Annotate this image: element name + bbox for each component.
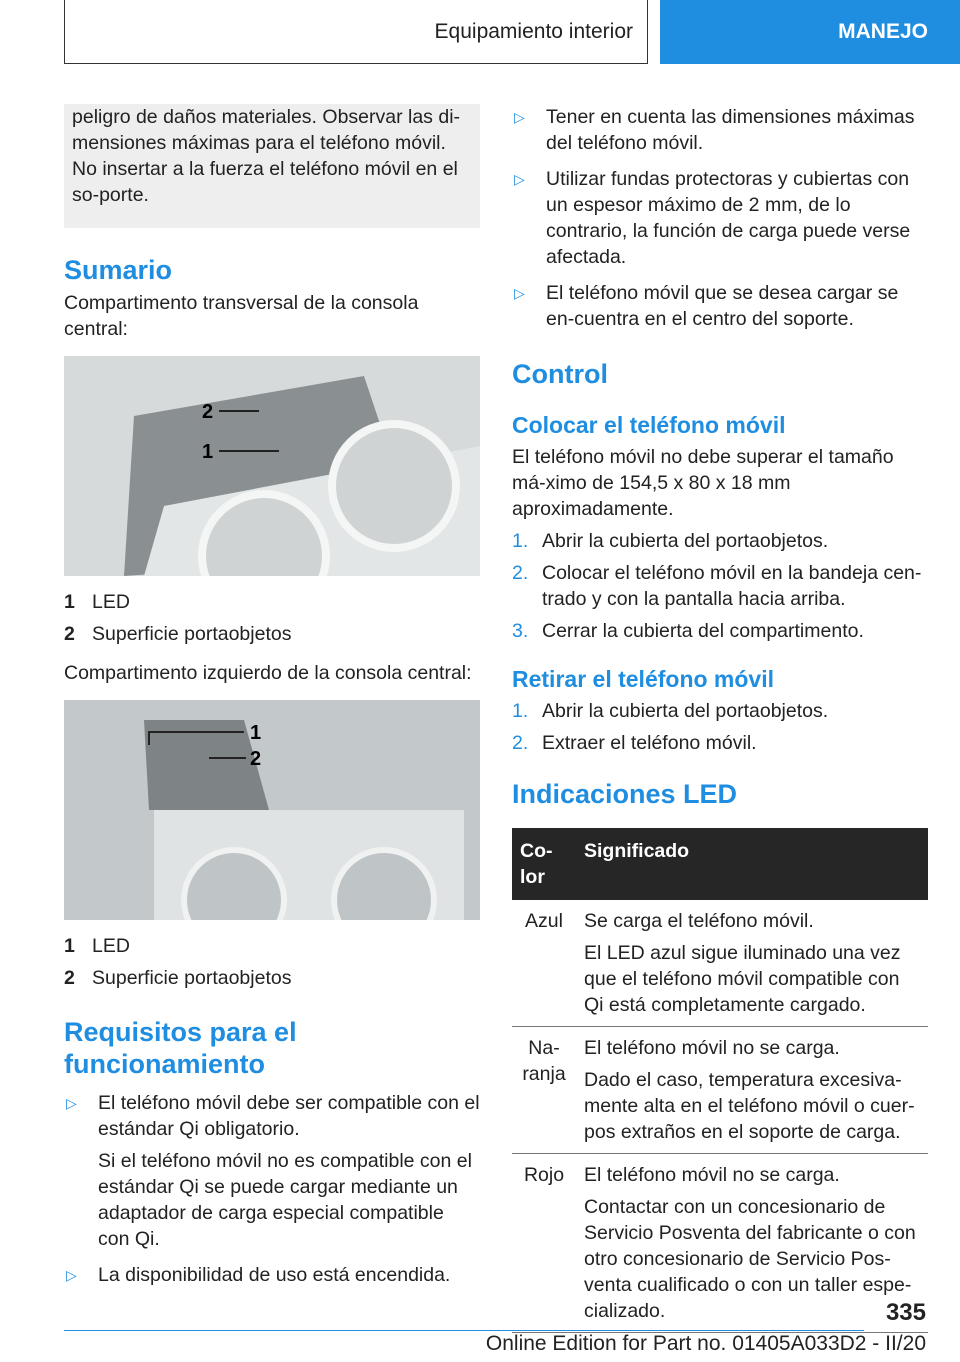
bullet-subtext: Si el teléfono móvil no es compatible con el estándar Qi se puede cargar mediante un adaptador de carga especial compatible con Qi.: [98, 1150, 472, 1250]
legend-item: [64, 586, 480, 618]
led-heading: Indicaciones LED: [512, 779, 738, 809]
step-text: Colocar el teléfono móvil en la bandeja cen-trado y con la pantalla hacia arriba.: [542, 562, 922, 610]
svg-text:1: 1: [202, 441, 214, 463]
led-meaning: [576, 900, 928, 1027]
bullet-text: El teléfono móvil debe ser compatible con el estándar Qi obligatorio.: [98, 1092, 480, 1140]
table-row: [512, 1027, 928, 1154]
legend-transversal: [64, 586, 480, 650]
left-column: [64, 104, 480, 1288]
step-number: 2.: [512, 732, 529, 754]
step-text: Abrir la cubierta del portaobjetos.: [542, 700, 829, 722]
step-item: [512, 698, 928, 724]
footer-edition: Online Edition for Part no. 01405A033D2 - II/20: [485, 1332, 926, 1355]
bullet-item: [64, 1090, 480, 1252]
table-row: [512, 1154, 928, 1333]
footer-divider: [64, 1330, 864, 1331]
console-photo-transversal: [64, 356, 480, 576]
triangle-bullet-icon: ▷: [514, 109, 525, 125]
right-column: [512, 104, 928, 1333]
warning-note: [64, 104, 480, 228]
header-chapter: [660, 0, 960, 64]
triangle-bullet-icon: ▷: [66, 1267, 77, 1283]
triangle-bullet-icon: ▷: [514, 285, 525, 301]
meaning-detail: Contactar con un concesionario de Servicio Posventa del fabricante o con otro concesionario de Servicio Pos-venta cualificado o con un taller espe-cializado.: [584, 1196, 916, 1322]
legend-item: [64, 962, 480, 994]
header-color: Co-lor: [512, 828, 576, 900]
legend-number: 2: [64, 623, 75, 645]
led-color: Rojo: [512, 1154, 576, 1333]
step-number: 3.: [512, 620, 529, 642]
legend-label: Superficie portaobjetos: [92, 623, 292, 645]
bullet-text: Utilizar fundas protectoras y cubiertas con un espesor máximo de 2 mm, de lo contrario, la función de carga puede verse afectada.: [546, 168, 911, 268]
triangle-bullet-icon: ▷: [514, 171, 525, 187]
legend-label: Superficie portaobjetos: [92, 967, 292, 989]
bullet-item: [512, 166, 928, 270]
led-color: Azul: [512, 900, 576, 1027]
legend-number: 2: [64, 967, 75, 989]
retirar-heading: Retirar el teléfono móvil: [512, 666, 775, 692]
step-text: Extraer el teléfono móvil.: [542, 732, 757, 754]
meaning-main: El teléfono móvil no se carga.: [584, 1164, 840, 1186]
colocar-steps: [512, 528, 928, 644]
bullet-text: El teléfono móvil que se desea cargar se en-cuentra en el centro del soporte.: [546, 282, 899, 330]
bullet-text: La disponibilidad de uso está encendida.: [98, 1264, 451, 1286]
legend-izquierdo: [64, 930, 480, 994]
chapter-title: MANEJO: [838, 20, 928, 43]
bullet-item: [512, 280, 928, 332]
retirar-steps: [512, 698, 928, 756]
table-header-row: [512, 828, 928, 900]
note-text: peligro de daños materiales. Observar las di-mensiones máximas para el teléfono móvil. No insertar a la fuerza el teléfono móvil en el so-porte.: [72, 106, 461, 206]
colocar-text: El teléfono móvil no debe superar el tamaño má-ximo de 154,5 x 80 x 18 mm aproximadamente.: [512, 446, 894, 520]
step-number: 1.: [512, 530, 529, 552]
step-text: Cerrar la cubierta del compartimento.: [542, 620, 864, 642]
step-item: [512, 730, 928, 756]
meaning-main: Se carga el teléfono móvil.: [584, 910, 814, 932]
intro-transversal: Compartimento transversal de la consola central:: [64, 292, 419, 340]
step-item: [512, 528, 928, 554]
meaning-detail: Dado el caso, temperatura excesiva-mente alta en el teléfono móvil o cuer-pos extraños en el soporte de carga.: [584, 1069, 915, 1143]
bullet-text: Tener en cuenta las dimensiones máximas del teléfono móvil.: [546, 106, 915, 154]
sumario-heading: Sumario: [64, 255, 173, 285]
led-meaning: [576, 1027, 928, 1154]
intro-izquierdo: Compartimento izquierdo de la consola central:: [64, 662, 472, 684]
table-row: [512, 900, 928, 1027]
legend-number: 1: [64, 591, 75, 613]
step-number: 2.: [512, 562, 529, 584]
header-meaning: Significado: [576, 828, 928, 900]
legend-item: [64, 618, 480, 650]
svg-text:1: 1: [250, 722, 262, 744]
step-item: [512, 618, 928, 644]
svg-text:2: 2: [250, 748, 262, 770]
header-section: [64, 0, 648, 64]
console-photo-izquierdo: [64, 700, 480, 920]
page-number: 335: [885, 1299, 926, 1326]
legend-item: [64, 930, 480, 962]
bullet-item: [64, 1262, 480, 1288]
svg-text:2: 2: [202, 401, 214, 423]
led-table: [512, 828, 928, 1333]
triangle-bullet-icon: ▷: [66, 1095, 77, 1111]
step-number: 1.: [512, 700, 529, 722]
section-title: Equipamiento interior: [434, 19, 633, 43]
step-item: [512, 560, 928, 612]
colocar-heading: Colocar el teléfono móvil: [512, 412, 786, 438]
requisitos-heading: Requisitos para el funcionamiento: [64, 1017, 297, 1079]
legend-number: 1: [64, 935, 75, 957]
legend-label: LED: [92, 591, 130, 613]
control-heading: Control: [512, 359, 608, 389]
led-meaning: [576, 1154, 928, 1333]
meaning-detail: El LED azul sigue iluminado una vez que el teléfono móvil compatible con Qi está completamente cargado.: [584, 942, 901, 1016]
led-color: Na-ranja: [512, 1027, 576, 1154]
step-text: Abrir la cubierta del portaobjetos.: [542, 530, 829, 552]
legend-label: LED: [92, 935, 130, 957]
bullet-item: [512, 104, 928, 156]
meaning-main: El teléfono móvil no se carga.: [584, 1037, 840, 1059]
